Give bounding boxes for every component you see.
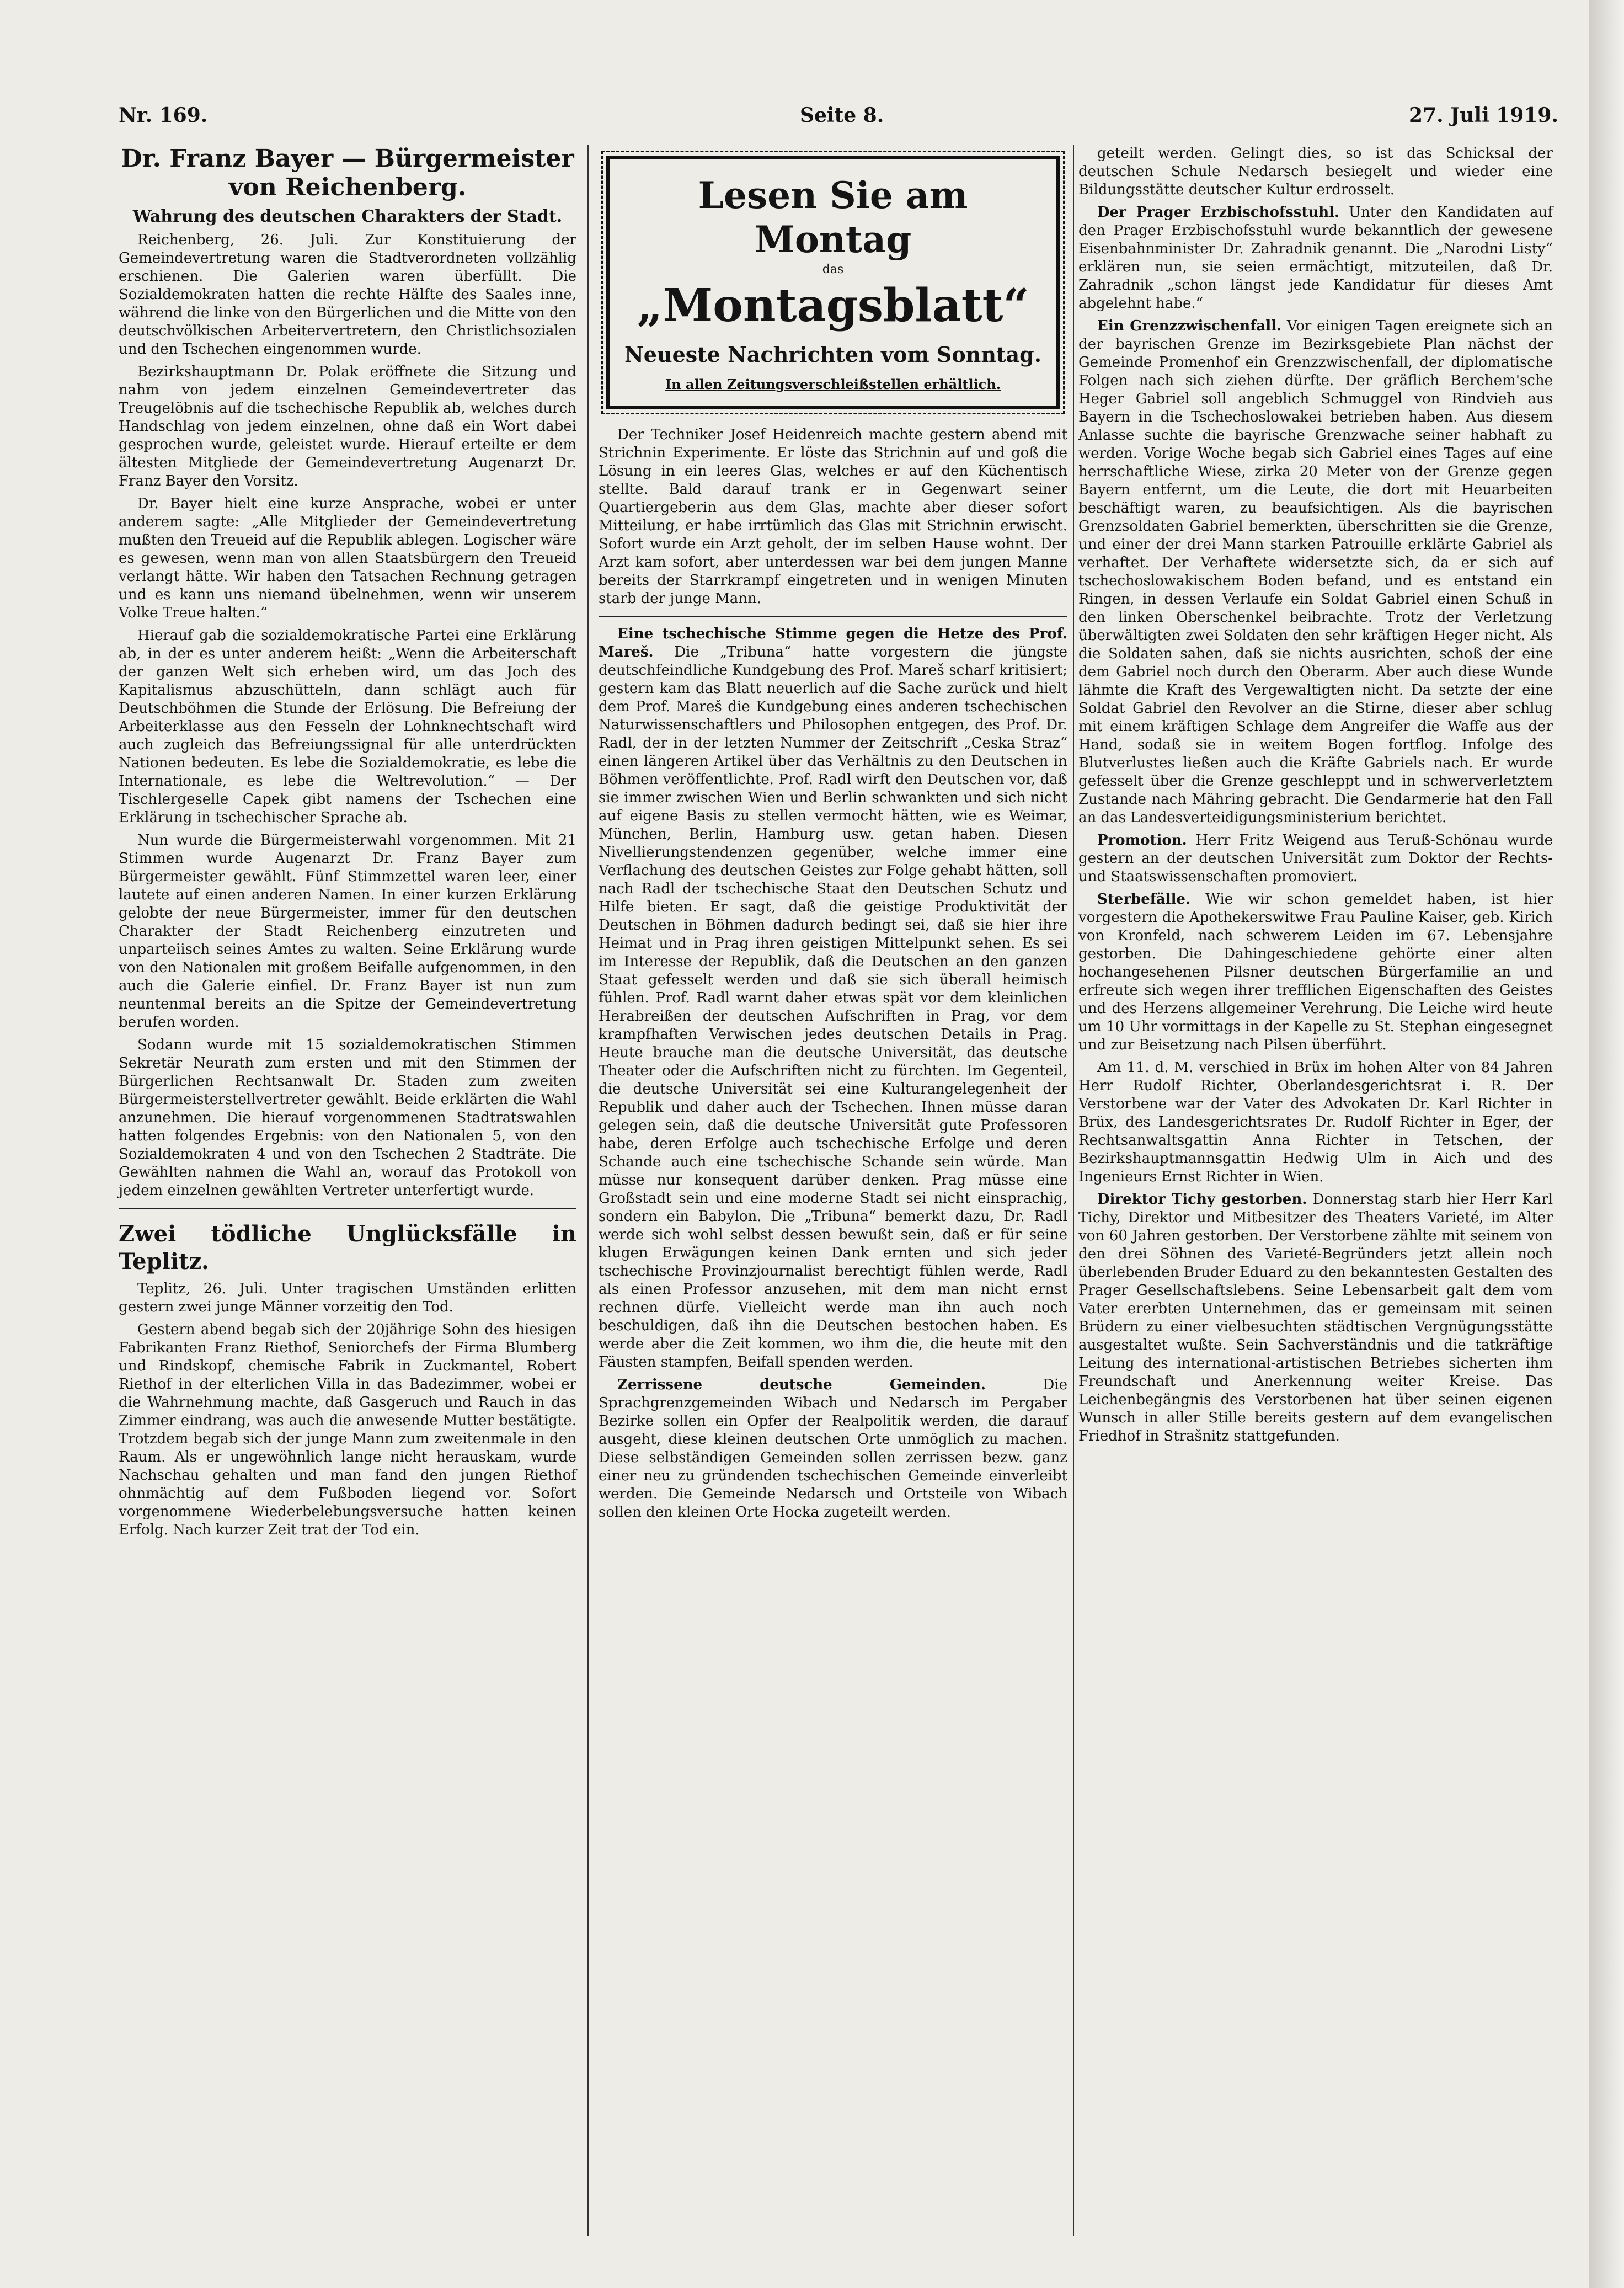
paragraph: Sodann wurde mit 15 sozialdemokratischen Stimmen Sekretär Neurath zum ersten und mit den Stimmen der Bürgerlichen Rechtsanwalt Dr. Staden zum zweiten Bürgermeisterstellvertreter gewählt. Beide erklärten die Wahl anzunehmen. Die hierauf vorgenommenen Stadtratswahlen hatten folgendes Ergebnis: von den Nationalen 5, von den Sozialdemokraten 4 und von den Tschechen 2 Stadträte. Die Gewählten nahmen die Wahl an, worauf das Protokoll von jedem einzelnen gewählten Vertreter unterfertigt wurde.	[119, 1037, 576, 1199]
paragraph	[1078, 831, 1553, 886]
column-right	[1078, 145, 1553, 2236]
paragraph	[599, 1376, 1067, 1522]
paragraph-body: Wie wir schon gemeldet haben, ist hier vorgestern die Apothekerswitwe Frau Pauline Kaiser, geb. Kirich von Kronfeld, nach schwerem Leiden im 67. Lebensjahre gestorben. Die Dahingeschiedene gehörte einer alten hochangesehenen Pilsner deutschen Bürgerfamilie an und erfreute sich wegen ihrer trefflichen Eigenschaften des Geistes und des Herzens allgemeiner Verehrung. Die Leiche wird heute um 10 Uhr vormittags in der Kapelle zu St. Stephan eingesegnet und zur Beisetzung nach Pilsen überführt.	[1078, 891, 1553, 1053]
issue-date: 27. Juli 1919.	[1409, 104, 1558, 127]
page-edge	[1589, 0, 1624, 2288]
page-header	[119, 98, 1558, 131]
paragraph: Bezirkshauptmann Dr. Polak eröffnete die Sitzung und nahm von jedem einzelnen Gemeindevertreter das Treugelöbnis auf die tschechische Republik ab, welches durch Handschlag von jedem einzelnen, ohne daß ein Wort dabei gesprochen wurde, geleistet wurde. Hierauf erteilte er dem ältesten Mitgliede der Gemeindevertretung Augenarzt Dr. Franz Bayer den Vorsitz.	[119, 364, 576, 489]
column-rule	[1073, 145, 1074, 2236]
paragraph: Reichenberg, 26. Juli. Zur Konstituierung der Gemeindevertretung waren die Stadtverordneten vollzählig erschienen. Die Galerien waren überfüllt. Die Sozialdemokraten hatten die rechte Hälfte des Saales inne, während die linke von den Bürgerlichen und die Mitte von den deutschvölkischen Arbeitervertretern, den Christlichsozialen und den Tschechen eingenommen wurde.	[119, 232, 576, 358]
paragraph	[1078, 1191, 1553, 1446]
paragraph-body: Donnerstag starb hier Herr Karl Tichy, Direktor und Mitbesitzer des Theaters Varieté, im Alter von 60 Jahren gestorben. Der Verstorbene zählte mit seinem von den drei Söhnen des Varieté-Begründers jetzt allein noch überlebenden Bruder Eduard zu den bekanntesten Gestalten des Prager Gesellschaftslebens. Seine Lebensarbeit galt dem vom Vater ererbten Unternehmen, das er gemeinsam mit seinen Brüdern zu einer vielbesuchten städtischen Vergnügungsstätte ausgestaltet wußte. Sein Sachverständnis und die tatkräftige Leitung des international-artistischen Betriebes sicherten ihm Freundschaft und Anerkennung weiter Kreise. Das Leichenbegängnis des Verstorbenen hat über seinen eigenen Wunsch in aller Stille bereits gestern auf dem evangelischen Friedhof in Strašnitz stattgefunden.	[1078, 1191, 1553, 1444]
paragraph-lead: Sterbefälle.	[1097, 891, 1191, 908]
paragraph: Am 11. d. M. verschied in Brüx im hohen Alter von 84 Jahren Herr Rudolf Richter, Oberlandesgerichtsrat i. R. Der Verstorbene war der Vater des Advokaten Dr. Karl Richter in Brüx, des Landesgerichtsrates Dr. Rudolf Richter in Eger, der Rechtsanwaltsgattin Anna Richter in Tetschen, der Bezirkshauptmannsgattin Hedwig Ulm in Aich und des Ingenieurs Ernst Richter in Wien.	[1078, 1059, 1553, 1185]
paragraph-body: Die „Tribuna“ hatte vorgestern die jüngste deutschfeindliche Kundgebung des Prof. Mareš scharf kritisiert; gestern kam das Blatt neuerlich auf die Sache zurück und hielt dem Prof. Mareš die Kundgebung eines anderen tschechischen Naturwissenschaftlers und Philosophen entgegen, des Prof. Dr. Radl, der in der letzten Nummer der Zeitschrift „Ceska Straz“ einen längeren Artikel über das Verhältnis zu den Deutschen in Böhmen veröffentlichte. Prof. Radl wirft den Deutschen vor, daß sie immer zwischen Wien und Berlin schwankten und sich nicht auf eigene Basis zu stellen vermocht hätten, wie es Weimar, München, Berlin, Hamburg usw. getan haben. Diesen Nivellierungstendenzen gegenüber, welche immer eine Verflachung des deutschen Geistes zur Folge gehabt hätten, soll nach Radl der tschechische Staat den Deutschen Schutz und Hilfe bieten. Er sagt, daß die geistige Produktivität der Deutschen in Böhmen dadurch bedingt sei, daß sie hier ihre Heimat und in Prag ihren geistigen Mittelpunkt sehen. Es sei im Interesse der Republik, daß die Deutschen an den ganzen Staat gefesselt werden und daß sie sich überall heimisch fühlen. Prof. Radl warnt daher etwas spät vor dem kleinlichen Herabreißen der deutschen Aufschriften in Prag, vor dem krampfhaften Verwischen jedes deutschen Details in Prag. Heute brauche man die deutsche Universität, das deutsche Theater oder die Aufschriften nicht zu fürchten. Im Gegenteil, die deutsche Universität sei eine Kulturangelegenheit der Republik und daher auch der Tschechen. Ihnen müsse daran gelegen sein, daß die deutsche Universität gute Professoren habe, deren Erfolge auch tschechische Erfolge und deren Schande auch eine tschechische Schande sein würde. Man müsse nur konsequent darüber denken. Prag müsse eine Großstadt sein und eine moderne Stadt sei nicht einsprachig, sondern ein Babylon. Die „Tribuna“ bemerkt dazu, Dr. Radl werde sich wohl selbst dessen bewußt sein, daß er für seine klugen Erwägungen keinen Dank ernten und sich jeder tschechische Provinzjournalist berechtigt fühlen werde, Radl als einen Professor anzusehen, mit dem man nicht ernst rechnen dürfe. Vielleicht werde man ihn auch noch beschuldigen, daß ihn die Deutschen bestochen haben. Es werde aber die Zeit kommen, wo ihm die, die heute mit den Fäusten stampfen, Beifall spenden werden.	[599, 644, 1068, 1370]
ad-line: Lesen Sie am Montag	[698, 174, 968, 261]
article-headline: Zwei tödliche Unglücksfälle in Teplitz.	[119, 1221, 576, 1274]
ad-title: „Montagsblatt“	[637, 279, 1029, 332]
article-divider	[119, 1208, 576, 1209]
column-left	[119, 145, 576, 2236]
paragraph	[1078, 317, 1553, 827]
issue-number: Nr. 169.	[119, 104, 208, 127]
paragraph	[1078, 204, 1553, 313]
column-middle	[599, 145, 1067, 2236]
article-subheadline: Wahrung des deutschen Charakters der Stadt.	[132, 207, 563, 226]
paragraph-lead: Ein Grenzzwischenfall.	[1097, 318, 1282, 334]
paragraph-lead: Direktor Tichy gestorben.	[1097, 1191, 1307, 1208]
article-headline: Dr. Franz Bayer — Bürgermeister von Reichenberg.	[121, 145, 574, 201]
paragraph: Der Techniker Josef Heidenreich machte gestern abend mit Strichnin Experimente. Er löste das Strichnin auf und goß die Lösung in ein leeres Glas, welches er auf den Küchentisch stellte. Bald darauf trank er in Gegenwart seiner Quartiergeberin aus dem Glas, machte aber dieser sofort Mitteilung, er habe irrtümlich das Glas mit Strichnin erwischt. Sofort wurde ein Arzt geholt, der im selben Hause wohnt. Der Arzt kam sofort, aber unterdessen war bei dem jungen Manne bereits der Starrkrampf eingetreten und in wenigen Minuten starb der junge Mann.	[599, 426, 1067, 607]
paragraph: Teplitz, 26. Juli. Unter tragischen Umständen erlitten gestern zwei junge Männer vorzeitig den Tod.	[119, 1281, 576, 1315]
paragraph: geteilt werden. Gelingt dies, so ist das Schicksal der deutschen Schule Nedarsch besiegelt und wieder eine Bildungsstätte deutscher Kultur erdrosselt.	[1078, 145, 1553, 198]
ad-line: Neueste Nachrichten vom Sonntag.	[624, 342, 1041, 367]
paragraph-body: Die Sprachgrenzgemeinden Wibach und Nedarsch im Pergaber Bezirke sollen ein Opfer der Realpolitik werden, die darauf ausgeht, diese kleinen deutschen Orte unmöglich zu machen. Diese selbständigen Gemeinden sollen zerrissen bezw. ganz einer neu zu gründenden tschechischen Gemeinde einverleibt werden. Die Gemeinde Nedarsch und Ortsteile von Wibach sollen den kleinen Orte Hocka zugeteilt werden.	[599, 1377, 1068, 1521]
advertisement-box	[606, 156, 1060, 409]
paragraph-lead: Eine tschechische Stimme gegen die Hetze des Prof. Mareš.	[599, 626, 1067, 660]
paragraph-lead: Zerrissene deutsche Gemeinden.	[617, 1377, 986, 1393]
paragraph	[1078, 890, 1553, 1054]
paragraph-lead: Promotion.	[1097, 832, 1187, 849]
paragraph: Hierauf gab die sozialdemokratische Partei eine Erklärung ab, in der es unter anderem heißt: „Wenn die Arbeiterschaft der ganzen Welt sich erheben wird, um das Joch des Kapitalismus abzuschütteln, dann schlägt auch für Deutschböhmen die Stunde der Erlösung. Die Befreiung der Arbeiterklasse aus den Fesseln der Lohnknechtschaft wird auch zugleich das Befreiungssignal für alle unterdrückten Nationen bedeuten. Es lebe die Sozialdemokratie, es lebe die Internationale, es lebe die Weltrevolution.“ — Der Tischlergeselle Capek gibt namens der Tschechen eine Erklärung in tschechischer Sprache ab.	[119, 627, 576, 826]
ad-line: In allen Zeitungsverschleißstellen erhältlich.	[665, 376, 1001, 392]
paragraph: Gestern abend begab sich der 20jährige Sohn des hiesigen Fabrikanten Franz Riethof, Seniorchefs der Firma Blumberg und Rindskopf, chemische Fabrik in Zuckmantel, Robert Riethof in der elterlichen Villa in das Badezimmer, wobei er die Wahrnehmung machte, daß Gasgeruch und Rauch in das Zimmer eindrang, was auch die anwesende Mutter bestätigte. Trotzdem begab sich der junge Mann zum zweitenmale in den Raum. Als er ungewöhnlich lange nicht herauskam, wurde Nachschau gehalten und man fand den jungen Riethof ohnmächtig auf dem Fußboden liegend vor. Sofort vorgenommene Wiederbelebungsversuche hatten keinen Erfolg. Nach kurzer Zeit trat der Tod ein.	[119, 1321, 576, 1538]
page-number: Seite 8.	[800, 104, 884, 127]
column-rule	[587, 145, 589, 2236]
paragraph-body: Vor einigen Tagen ereignete sich an der bayrischen Grenze im Bezirksgebiete Plan nächst der Gemeinde Promenhof ein Grenzzwischenfall, der diplomatische Folgen nach sich ziehen dürfte. Der gräflich Berchem'sche Heger Gabriel soll angeblich Schmuggel von Rindvieh aus Bayern in die Tschechoslowakei betrieben haben. Aus diesem Anlasse suchte die bayrische Grenzwache seiner habhaft zu werden. Vorige Woche begab sich Gabriel eines Tages auf eine herrschaftliche Wiese, zirka 20 Meter von der Grenze gegen Bayern entfernt, um die Leute, die dort mit Heuarbeiten beschäftigt waren, zu beaufsichtigen. Als die bayrischen Grenzsoldaten Gabriel bemerkten, überschritten sie die Grenze, und einer der drei Mann starken Patrouille erklärte Gabriel als verhaftet. Der Verhaftete widersetzte sich, da er sich auf tschechoslowakischem Boden befand, und es entstand ein Ringen, in dessen Verlaufe ein Soldat Gabriel einen Schuß in den linken Oberschenkel beibrachte. Trotz der Verletzung überwältigten zwei Soldaten den sehr kräftigen Heger nicht. Als die Soldaten sahen, daß sie nichts ausrichten, schoß der eine dem Gabriel noch durch den Oberarm. Aber auch diese Wunde lähmte die Kraft des Vergewaltigten nicht. Da setzte der eine Soldat Gabriel den Revolver an die Stirne, dieser aber schlug mit einem kräftigen Schlage dem Angreifer die Waffe aus der Hand, sodaß sie in weitem Bogen fortflog. Infolge des Blutverlustes ließen auch die Kräfte Gabriels nach. Er wurde gefesselt über die Grenze geschleppt und in schwerverletztem Zustande nach Mähring gebracht. Die Gendarmerie hat den Fall an das Landesverteidigungsministerium berichtet.	[1078, 318, 1553, 826]
paragraph-lead: Der Prager Erzbischofsstuhl.	[1097, 204, 1340, 221]
paragraph	[599, 625, 1067, 1372]
ad-line: das	[822, 263, 844, 276]
article-divider	[599, 616, 1067, 617]
paragraph-body: Herr Fritz Weigend aus Teruß-Schönau wurde gestern an der deutschen Universität zum Doktor der Rechts- und Staatswissenschaften promoviert.	[1078, 832, 1553, 885]
paragraph: Dr. Bayer hielt eine kurze Ansprache, wobei er unter anderem sagte: „Alle Mitglieder der Gemeindevertretung mußten den Treueid auf die Republik ablegen. Logischer wäre es gewesen, wenn man von allen Staatsbürgern den Treueid verlangt hätte. Wir haben den Tatsachen Rechnung getragen und es kann uns niemand übelnehmen, wenn wir unserem Volke Treue halten.“	[119, 495, 576, 621]
paragraph-body: Unter den Kandidaten auf den Prager Erzbischofsstuhl wurde bekanntlich der gewesene Eisenbahnminister Dr. Zahradnik genannt. Die „Narodni Listy“ erklären nun, sie seien ermächtigt, mitzuteilen, daß Dr. Zahradnik „schon längst jede Kandidatur für dieses Amt abgelehnt habe.“	[1078, 204, 1553, 312]
paragraph: Nun wurde die Bürgermeisterwahl vorgenommen. Mit 21 Stimmen wurde Augenarzt Dr. Franz Bayer zum Bürgermeister gewählt. Fünf Stimmzettel waren leer, einer lautete auf einen anderen Namen. In einer kurzen Erklärung gelobte der neue Bürgermeister, immer für den deutschen Charakter der Stadt Reichenberg einzutreten und unparteiisch seines Amtes zu walten. Seine Erklärung wurde von den Nationalen mit großem Beifalle aufgenommen, in den auch die Galerie einfiel. Dr. Franz Bayer ist nun zum neuntenmal bereits an die Spitze der Gemeindevertretung berufen worden.	[119, 832, 576, 1031]
